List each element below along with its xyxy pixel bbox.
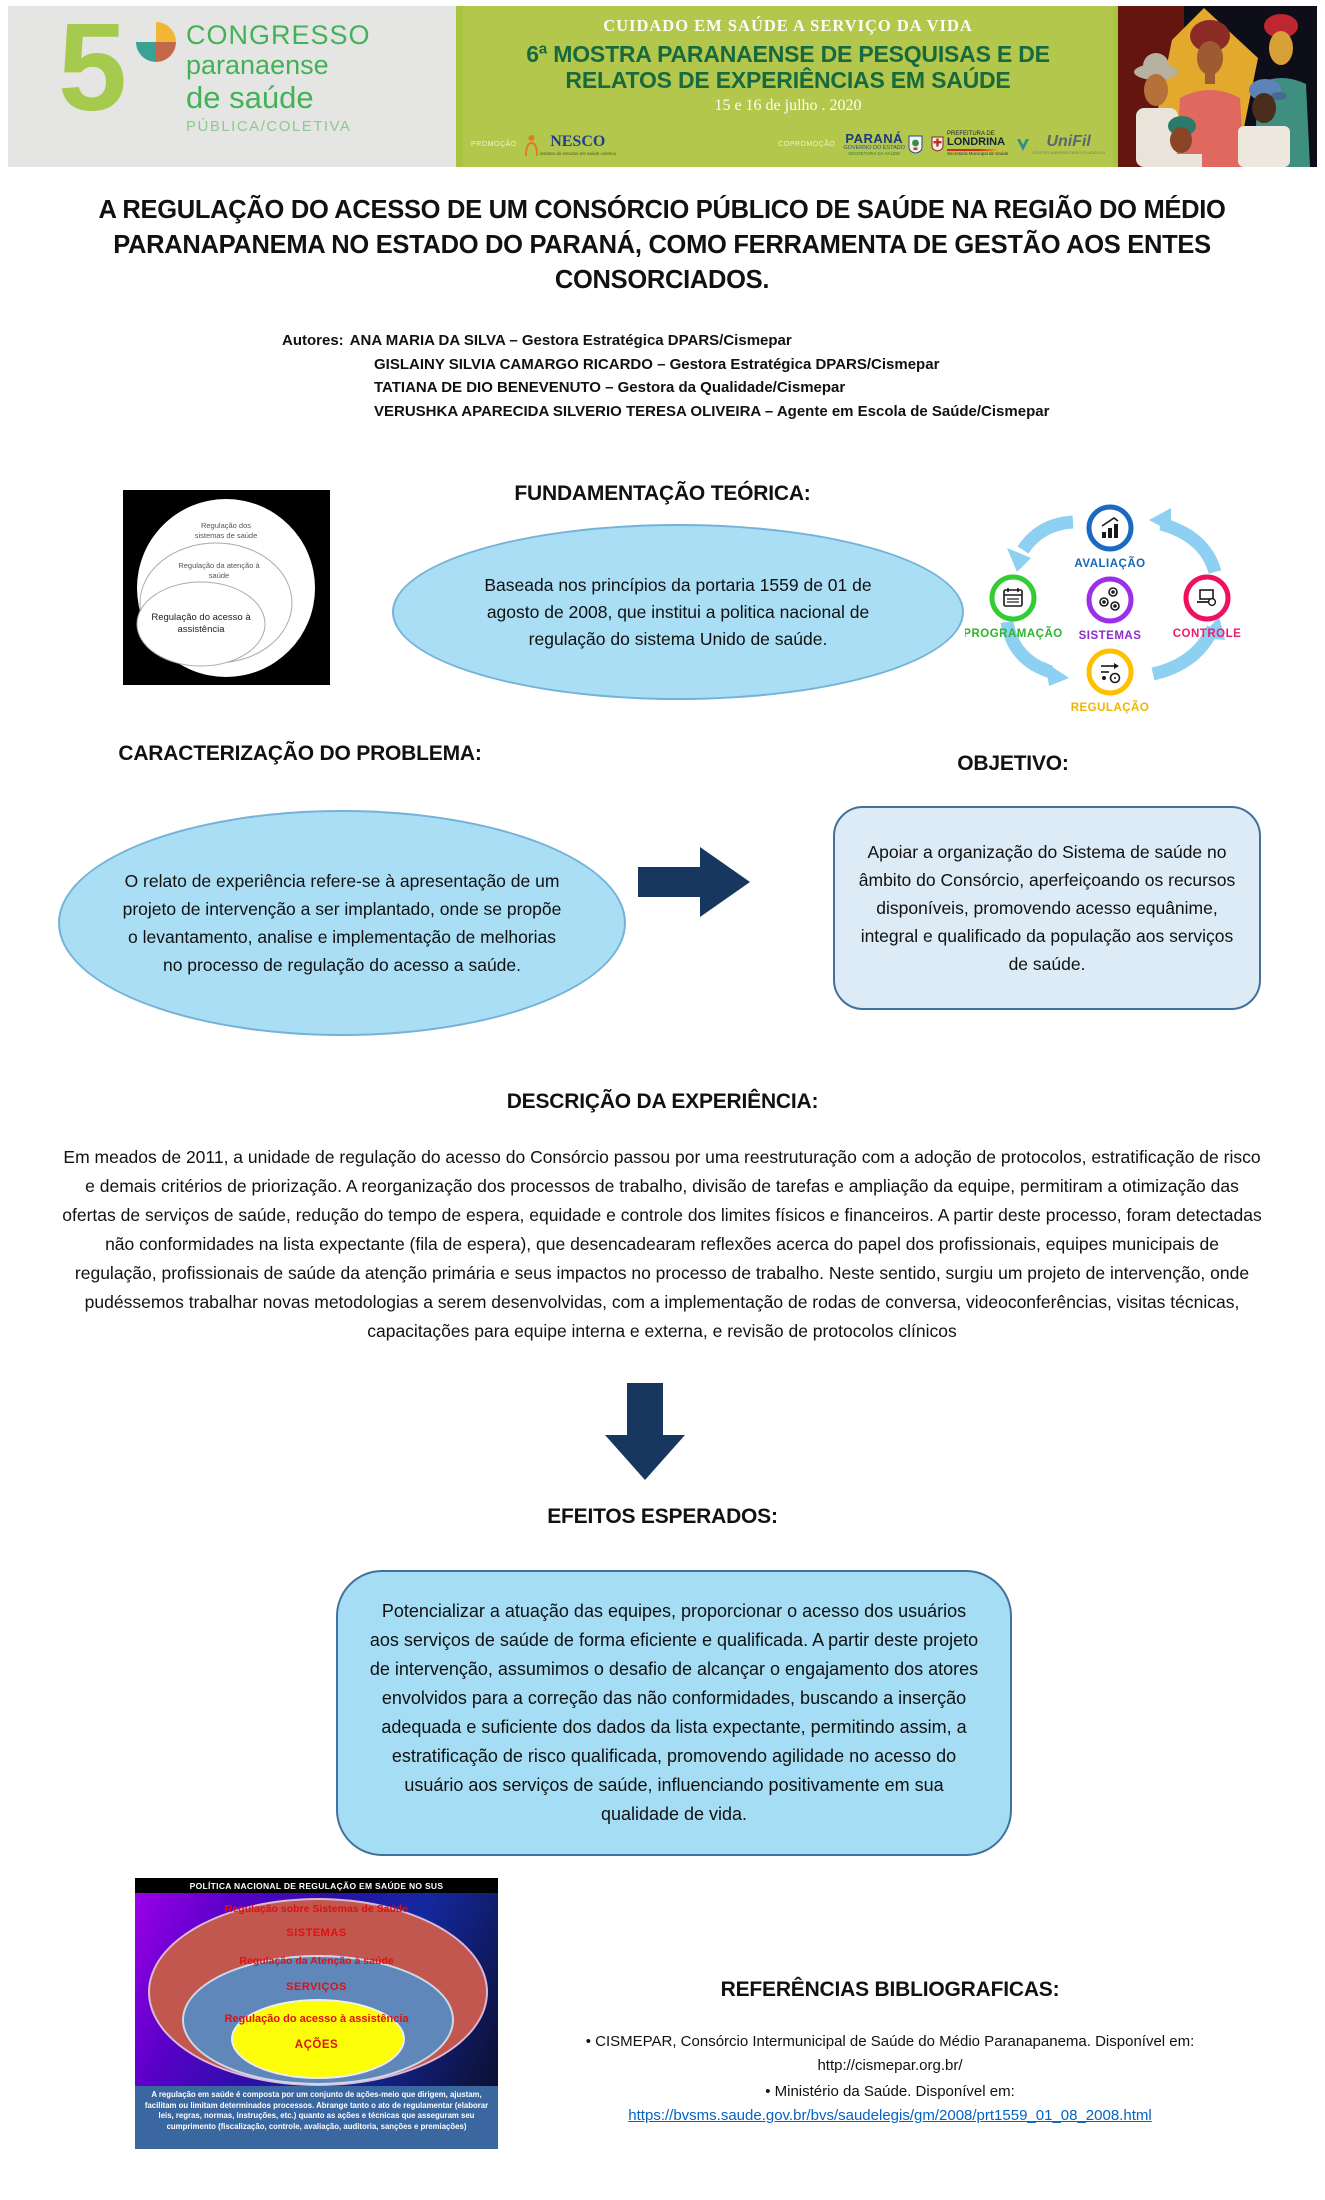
descricao-text: Em meados de 2011, a unidade de regulação do acesso do Consórcio passou por uma reestruturação com a adoção de protocolos, estratificação de risco e demais critérios de priorização. A reorganização dos processos de trabalho, divisão de tarefas e ampliação da equipe, permitiram a otimização das ofertas de serviços de saúde, redução do tempo de espera, equidade e controle dos limites físicos e financeiros. A partir deste processo, foram detectadas não conformidades na lista expectante (fila de espera), que desencadearam reflexões acerca do papel dos profissionais, equipes municipais de regulação, profissionais de saúde da atenção primária e seus impactos no processo de trabalho. Neste sentido, surgiu um projeto de intervenção, onde pudéssemos trabalhar novas metodologias a serem desenvolvidas, com a implementação de rodas de conversa, videoconferências, visitas técnicas, capacitações para equipe interna e externa, e revisão de protocolos clínicos [62,1147,1262,1341]
author-line: GISLAINY SILVIA CAMARGO RICARDO – Gestora Estratégica DPARS/Cismepar [374,355,940,373]
congress-logo-text [186,22,371,134]
inesco-person-icon [525,134,538,156]
sus-inner-label: Regulação do acesso à assistência [224,2013,409,2025]
venn-middle-line2: saúde [208,571,230,580]
cycle-diagram-icon [965,492,1255,714]
fundamentacao-heading: FUNDAMENTAÇÃO TEÓRICA: [514,482,811,505]
sponsor-logos-row [471,127,1105,161]
caracterizacao-bubble-text: O relato de experiência refere-se à apresentação de um projeto de intervenção a ser implantado, onde se propõe o levantamento, analise e implementação de melhorias no processo de regulação do acesso a saúde. [122,871,562,975]
parana-name: PARANÁ [845,130,904,146]
parana-crest-icon [908,135,923,154]
venn-outer-line2: sistemas de saúde [194,531,258,540]
banner-date: 15 e 16 de julho . 2020 [714,97,862,114]
efeitos-box-text: Potencializar a atuação das equipes, proporcionar o acesso dos usuários aos serviços de saúde de forma eficiente e qualificada. A partir deste projeto de intervenção, assumimos o desafio de alcançar o engajamento dos atores envolvidos para a correção das não conformidades, buscando a inserção adequada e suficiente dos dados da lista expectante, permitindo assim, a estratificação de risco qualificada, promovendo agilidade no acesso do usuário aos serviços de saúde, influenciando positivamente em sua qualidade de vida. [369,1601,979,1824]
header-congress-panel [8,0,456,167]
sus-figure-title: POLÍTICA NACIONAL DE REGULAÇÃO EM SAÚDE NO SUS [135,1878,498,1893]
flow-arrow-down [605,1383,685,1485]
objetivo-box [833,806,1261,1010]
controle-label: CONTROLE [1172,628,1242,640]
programacao-label: PROGRAMAÇÃO [965,628,1063,640]
sus-caption-line2: Abrange tanto o ato de regulamentar (elaborar leis, regras, normas, instruções, etc.) quanto as ações e técnicas que asseguram seu cumprimento (fiscalização, controle, avaliação, auditoria, sanções e premiações) [158,2100,489,2131]
page-title: A REGULAÇÃO DO ACESSO DE UM CONSÓRCIO PÚBLICO DE SAÚDE NA REGIÃO DO MÉDIO PARANAPANEMA NO ESTADO DO PARANÁ, COMO FERRAMENTA DE GESTÃO AOS ENTES CONSORCIADOS. [98,196,1226,294]
avaliacao-label: AVALIAÇÃO [1074,558,1146,570]
inesco-logo [525,133,616,156]
unifil-logo [1016,134,1105,155]
banner-tagline: CUIDADO EM SAÚDE A SERVIÇO DA VIDA [603,16,973,35]
sus-middle-tag: SERVIÇOS [286,1981,347,1993]
sus-inner-tag: AÇÕES [294,2039,339,2051]
reference-link[interactable]: https://bvsms.saude.gov.br/bvs/saudelegis/gm/2008/prt1559_01_08_2008.html [628,2107,1152,2124]
congress-line4: PÚBLICA/COLETIVA [186,118,352,135]
sus-figure-body [135,1893,498,2086]
unifil-subtitle: CENTRO UNIVERSITÁRIO FILADÉLFIA [1032,149,1105,155]
sus-figure-caption [135,2086,498,2149]
parana-subtitle: GOVERNO DO ESTADO [843,144,906,151]
painting-five-figures-icon [1118,6,1317,167]
cycle-diagram [965,492,1255,719]
header-artwork [1113,6,1322,167]
londrina-crest-icon [931,136,944,152]
authors-block [282,329,1082,423]
venn-inner-line2: assistência [177,624,225,635]
venn-diagram [123,490,330,690]
parana-subtitle2: SECRETARIA DA SAÚDE [848,151,901,156]
londrina-subtitle: Secretaria Municipal de Saúde [947,151,1009,157]
down-arrow-icon [605,1383,685,1480]
sus-middle-label: Regulação da Atenção à saúde [239,1955,394,1967]
sus-policy-figure [135,1878,498,2149]
author-line: VERUSHKA APARECIDA SILVERIO TERESA OLIVEIRA – Agente em Escola de Saúde/Cismepar [374,402,1050,420]
sus-outer-label: Regulação sobre Sistemas de Saúde [224,1903,409,1915]
londrina-name: LONDRINA [947,136,1006,149]
londrina-top: PREFEITURA DE [947,131,995,138]
venn-middle-line1: Regulação da atenção à [178,561,260,570]
promo-label: PROMOÇÃO [471,140,517,148]
author-line: TATIANA DE DIO BENEVENUTO – Gestora da Qualidade/Cismepar [374,379,846,396]
flow-arrow [638,845,750,924]
descricao-heading: DESCRIÇÃO DA EXPERIÊNCIA: [506,1090,819,1113]
venn-inner-line1: Regulação do acesso à [151,612,251,623]
congress-logo-number: 5 [58,0,127,137]
parana-logo [843,132,923,157]
sus-outer-tag: SISTEMAS [286,1927,347,1939]
congress-line3: de saúde [186,80,314,115]
fundamentacao-bubble-text: Baseada nos princípios da portaria 1559 de 01 de agosto de 2008, que institui a politica nacional de regulação do sistema Unido de saúde. [484,574,872,649]
congress-logo-mark-icon [136,22,176,62]
fundamentacao-bubble [392,524,964,700]
efeitos-box [336,1570,1012,1856]
header-banner [463,6,1113,167]
congress-line2: paranaense [186,50,329,80]
unifil-name: UniFil [1046,132,1091,150]
objetivo-heading: OBJETIVO: [957,752,1069,775]
inesco-subtitle: instituto de estudos em saúde coletiva [539,150,616,156]
sus-caption-line1: A regulação em saúde é composta por um conjunto de ações-meio que dirigem, ajustam, facilitam ou limitam determinados processos. [144,2090,482,2110]
reference-item: • Ministério da Saúde. Disponível em: [765,2083,1015,2100]
right-arrow-icon [638,845,750,919]
calendar-icon [1004,588,1022,606]
authors-label: Autores: [282,332,344,349]
copromo-label: COPROMOÇÃO [778,140,836,148]
regulacao-label: REGULAÇÃO [1070,702,1150,714]
references-heading: REFERÊNCIAS BIBLIOGRAFICAS: [720,1978,1060,2001]
inesco-name: NESCO [550,132,606,150]
unifil-mark-icon [1016,137,1030,152]
reference-item: • CISMEPAR, Consórcio Intermunicipal de Saúde do Médio Paranapanema. Disponível em: http://cismepar.org.br/ [585,2033,1195,2074]
londrina-logo [931,131,1008,157]
caracterizacao-heading: CARACTERIZAÇÃO DO PROBLEMA: [118,742,482,765]
banner-title-line2: RELATOS DE EXPERIÊNCIAS EM SAÚDE [565,67,1011,93]
header-green-strip [456,6,463,167]
regulacao-circle [1089,651,1131,693]
sistemas-circle [1089,579,1131,621]
references-section [545,1978,1235,2128]
venn-diagram-icon [123,490,330,685]
author-line [282,329,1082,353]
banner-title [463,41,1113,93]
sistemas-label: SISTEMAS [1078,630,1142,642]
efeitos-heading: EFEITOS ESPERADOS: [547,1505,778,1528]
banner-title-line1: 6ª MOSTRA PARANAENSE DE PESQUISAS E DE [526,41,1050,67]
venn-outer-line1: Regulação dos [200,521,252,530]
author-1: ANA MARIA DA SILVA – Gestora Estratégica DPARS/Cismepar [349,332,792,349]
caracterizacao-bubble [58,810,626,1036]
objetivo-box-text: Apoiar a organização do Sistema de saúde no âmbito do Consórcio, aperfeiçoando os recursos disponíveis, promovendo acesso equânime, integral e qualificado da população aos serviços de saúde. [858,842,1236,974]
congress-line1: CONGRESSO [186,20,371,50]
